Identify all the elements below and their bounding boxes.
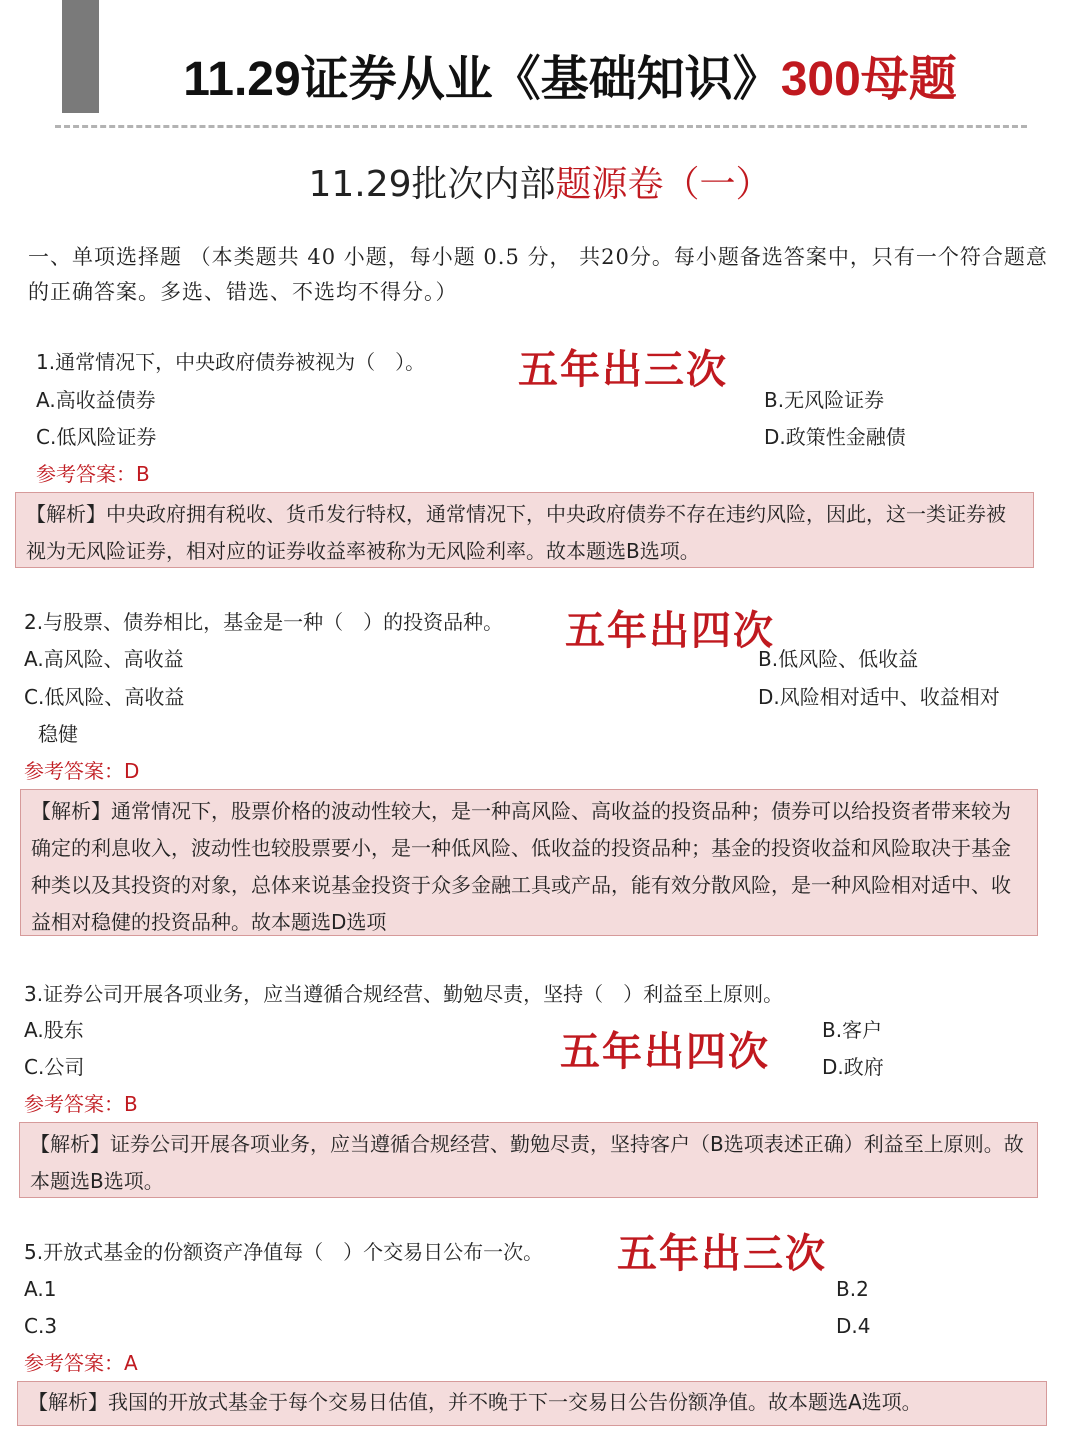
question-2-option-b: B.低风险、低收益	[758, 647, 919, 671]
question-1-option-c: C.低风险证券	[36, 425, 157, 449]
question-5-option-c: C.3	[24, 1314, 58, 1338]
question-2-option-c: C.低风险、高收益	[24, 685, 185, 709]
question-2-answer: 参考答案：D	[24, 759, 140, 783]
question-5-option-d: D.4	[836, 1314, 871, 1338]
page-title	[100, 40, 1040, 109]
subtitle-black-part: 11.29批次内部	[308, 164, 556, 205]
decorative-gray-bar	[62, 0, 99, 113]
question-1-option-a: A.高收益债券	[36, 388, 156, 412]
title-red-part: 300母题	[780, 53, 957, 106]
question-5-stem: 5.开放式基金的份额资产净值每（ ）个交易日公布一次。	[24, 1240, 544, 1264]
question-3-option-d: D.政府	[822, 1055, 884, 1079]
question-2-option-a: A.高风险、高收益	[24, 647, 184, 671]
dashed-divider	[55, 125, 1027, 128]
question-5-option-a: A.1	[24, 1277, 57, 1301]
question-2-option-d-continued: 稳健	[38, 722, 78, 746]
question-3-option-a: A.股东	[24, 1018, 84, 1042]
question-1-option-b: B.无风险证券	[764, 388, 885, 412]
question-5-frequency-stamp: 五年出三次	[617, 1231, 827, 1277]
question-3-option-b: B.客户	[822, 1018, 883, 1042]
page-subtitle	[0, 156, 1080, 207]
question-1-option-d: D.政策性金融债	[764, 425, 906, 449]
question-1-stem: 1.通常情况下，中央政府债券被视为（ ）。	[36, 350, 426, 374]
question-2-stem: 2.与股票、债券相比，基金是一种（ ）的投资品种。	[24, 610, 504, 634]
question-1-answer: 参考答案：B	[36, 462, 150, 486]
title-black-part: 11.29证券从业《基础知识》	[183, 53, 781, 106]
question-5-answer: 参考答案：A	[24, 1351, 138, 1375]
question-3-explanation: 【解析】证券公司开展各项业务，应当遵循合规经营、勤勉尽责，坚持客户（B选项表述正确）利益至上原则。故本题选B选项。	[19, 1122, 1038, 1198]
question-2-explanation: 【解析】通常情况下，股票价格的波动性较大，是一种高风险、高收益的投资品种；债券可以给投资者带来较为确定的利息收入，波动性也较股票要小，是一种低风险、低收益的投资品种；基金的投资收益和风险取决于基金种类以及其投资的对象，总体来说基金投资于众多金融工具或产品，能有效分散风险，是一种风险相对适中、收益相对稳健的投资品种。故本题选D选项	[20, 789, 1038, 936]
question-5-option-b: B.2	[836, 1277, 869, 1301]
question-3-stem: 3.证券公司开展各项业务，应当遵循合规经营、勤勉尽责，坚持（ ）利益至上原则。	[24, 982, 784, 1006]
section-instructions: 一、单项选择题 （本类题共 40 小题，每小题 0.5 分， 共20分。每小题备选答案中，只有一个符合题意的正确答案。多选、错选、不选均不得分。）	[28, 245, 1048, 304]
question-3-frequency-stamp: 五年出四次	[560, 1029, 770, 1075]
question-1-frequency-stamp: 五年出三次	[518, 347, 728, 393]
question-2-option-d: D.风险相对适中、收益相对	[758, 685, 1000, 709]
subtitle-red-part: 题源卷（一）	[555, 164, 772, 205]
question-3-option-c: C.公司	[24, 1055, 85, 1079]
question-1-explanation: 【解析】中央政府拥有税收、货币发行特权，通常情况下，中央政府债券不存在违约风险，因此，这一类证券被视为无风险证券，相对应的证券收益率被称为无风险利率。故本题选B选项。	[15, 492, 1034, 568]
question-5-explanation: 【解析】我国的开放式基金于每个交易日估值，并不晚于下一交易日公告份额净值。故本题选A选项。	[17, 1381, 1047, 1426]
question-2-frequency-stamp: 五年出四次	[565, 608, 775, 654]
question-3-answer: 参考答案：B	[24, 1092, 138, 1116]
